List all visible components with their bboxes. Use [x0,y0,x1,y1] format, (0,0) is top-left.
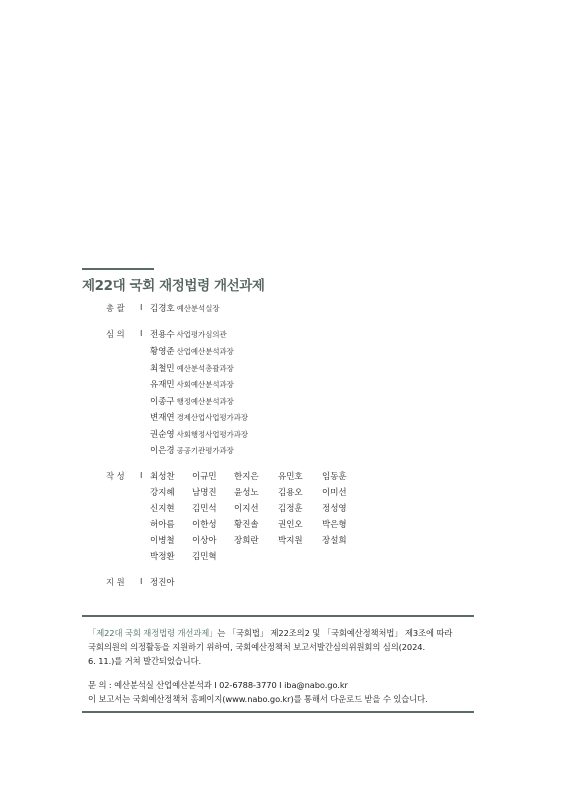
person-title: 사업평가심의관 [176,330,227,339]
review-person [150,428,248,440]
writer-name: 이상아 [192,536,217,546]
person-title: 사회예산분석과장 [176,380,234,389]
review-person [150,328,227,340]
writer-name: 이지선 [234,504,259,514]
general-label: 총 괄 [106,303,125,313]
person-title: 행정예산분석과장 [176,397,234,406]
writer-name: 권인오 [278,520,303,530]
writers-separator: I [140,470,143,480]
support-person [150,576,175,588]
writer-name: 장희란 [234,536,259,546]
writer-name: 임동훈 [322,472,347,482]
person-title: 공공기관평가과장 [176,446,234,455]
notes-bottom-rule [82,711,474,713]
page-title: 제22대 국회 재정법령 개선과제 [82,278,265,294]
review-person [150,444,234,456]
support-label: 지 원 [106,577,125,587]
support-separator: I [140,576,143,586]
writer-name: 유민호 [278,472,303,482]
general-separator: I [140,302,143,312]
person-name: 김경호 [150,304,175,314]
notes-line-3: 6. 11.)를 거쳐 발간되었습니다. [88,656,202,666]
writer-name: 김용오 [278,488,303,498]
writer-name: 이미선 [322,488,347,498]
notes-line-1-text: 는 「국회법」 제22조의2 및 「국회예산정책처법」 제3조에 따라 [217,628,453,638]
writer-name: 강지혜 [150,488,175,498]
writer-name: 최성찬 [150,472,175,482]
person-name: 유재민 [150,380,175,390]
review-label: 심 의 [106,329,125,339]
writer-name: 박지원 [278,536,303,546]
person-title: 예산분석총괄과장 [176,364,234,373]
contact-line: 문 의 : 예산분석실 산업예산분석과 I 02-6788-3770 I iba@nabo.go.kr [88,680,348,690]
download-line: 이 보고서는 국회예산정책처 홈페이지(www.nabo.go.kr)를 통해서 다운로드 받을 수 있습니다. [88,694,428,704]
writer-name: 황진솔 [234,520,259,530]
writer-name: 박은형 [322,520,347,530]
general-person [150,302,219,314]
writer-name: 김민석 [192,504,217,514]
person-name: 권순영 [150,430,175,440]
review-person [150,378,234,390]
review-separator: I [140,328,143,338]
writer-name: 정성영 [322,504,347,514]
person-title: 사회행정사업평가과장 [176,430,249,439]
review-person [150,345,234,357]
writer-name: 박정환 [150,552,175,562]
person-name: 이은경 [150,446,175,456]
writer-name: 이병철 [150,536,175,546]
writer-name: 남명진 [192,488,217,498]
person-name: 정진아 [150,578,175,588]
writer-name: 김정훈 [278,504,303,514]
report-title-quote: 「제22대 국회 재정법령 개선과제」 [88,628,218,638]
person-name: 이종구 [150,397,175,407]
title-accent-bar [82,268,154,270]
writer-name: 허아름 [150,520,175,530]
review-person [150,411,248,423]
person-name: 최철민 [150,364,175,374]
person-title: 산업예산분석과장 [176,347,234,356]
person-title: 경제산업사업평가과장 [176,413,249,422]
writer-name: 한지은 [234,472,259,482]
notes-top-rule [82,615,474,617]
review-person [150,362,234,374]
writers-label: 작 성 [106,471,125,481]
writer-name: 신지현 [150,504,175,514]
notes-line-2: 국회의원의 의정활동을 지원하기 위하여, 국회예산정책처 보고서발간심의위원회의 심의(2024. [88,642,426,652]
writer-name: 이한성 [192,520,217,530]
person-title: 예산분석실장 [176,304,220,313]
writer-name: 이규민 [192,472,217,482]
review-person [150,395,234,407]
writer-name: 김민혁 [192,552,217,562]
writer-name: 장설희 [322,536,347,546]
person-name: 변재연 [150,413,175,423]
person-name: 전용수 [150,330,175,340]
notes-line-1 [88,627,452,639]
writer-name: 윤성노 [234,488,259,498]
person-name: 황영준 [150,347,175,357]
